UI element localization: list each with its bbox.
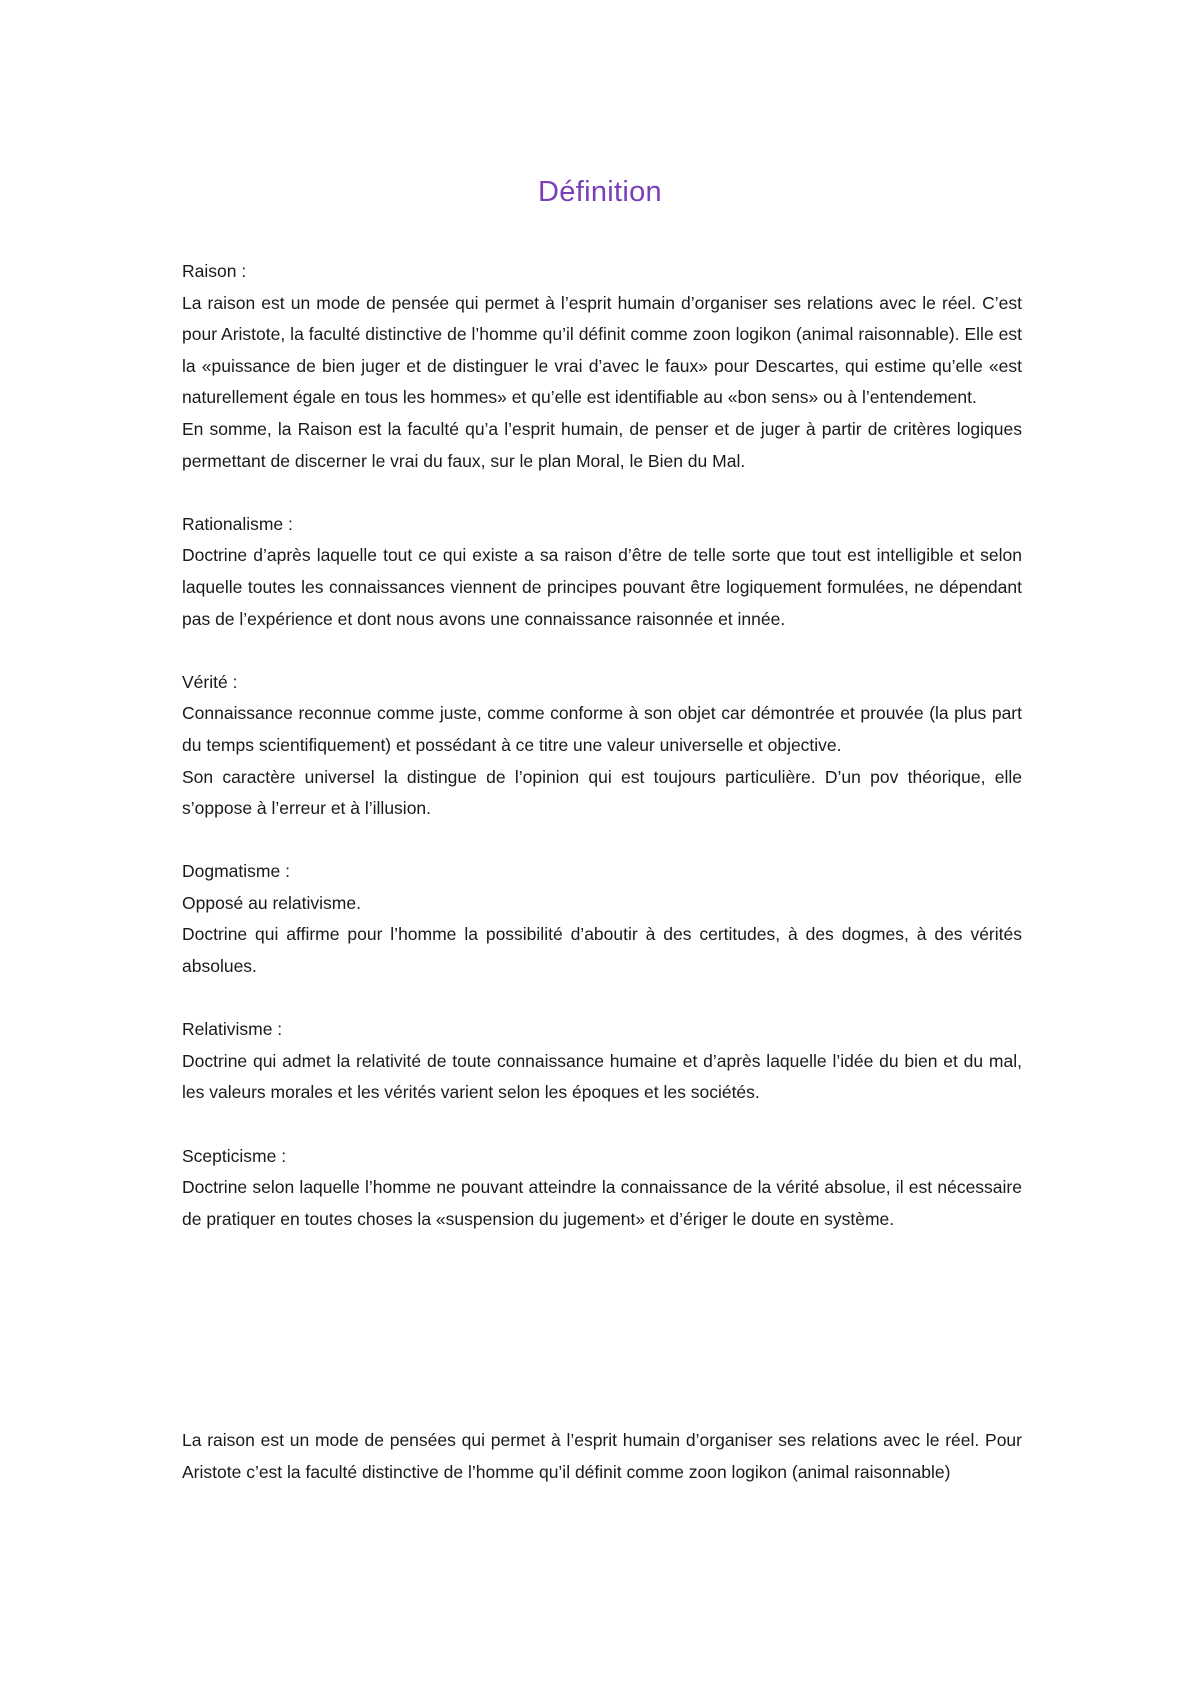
section-raison [182,256,1022,477]
section-verite [182,667,1022,825]
section-heading: Scepticisme : [182,1145,287,1166]
page-title: Définition [538,176,662,208]
section-heading: Vérité : [182,671,238,692]
section-paragraph: En somme, la Raison est la faculté qu’a l’esprit humain, de penser et de juger à partir de critères logiques permettant de discerner le vrai du faux, sur le plan Moral, le Bien du Mal. [182,418,1022,471]
document-body [182,256,1022,1267]
section-heading: Dogmatisme : [182,861,290,882]
section-paragraph: Son caractère universel la distingue de l’opinion qui est toujours particulière. D’un pov théorique, elle s’oppose à l’erreur et à l’illusion. [182,766,1022,819]
section-scepticisme [182,1141,1022,1236]
section-heading: Rationalisme : [182,513,293,534]
closing-paragraph: La raison est un mode de pensées qui permet à l’esprit humain d’organiser ses relations avec le réel. Pour Aristote c’est la faculté distinctive de l’homme qu’il définit comme zoon logikon (animal raisonnable) [182,1430,1022,1482]
section-heading: Raison : [182,261,247,281]
section-paragraph: Doctrine qui admet la relativité de toute connaissance humaine et d’après laquelle l’idée du bien et du mal, les valeurs morales et les vérités varient selon les époques et les sociétés. [182,1050,1022,1103]
section-paragraph: Opposé au relativisme. [182,892,361,913]
section-paragraph: Connaissance reconnue comme juste, comme conforme à son objet car démontrée et prouvée (la plus part du temps scientifiquement) et possédant à ce titre une valeur universelle et objective. [182,703,1022,755]
section-dogmatisme [182,856,1022,982]
section-paragraph: La raison est un mode de pensée qui permet à l’esprit humain d’organiser ses relations avec le réel. C’est pour Aristote, la faculté distinctive de l’homme qu’il définit comme zoon logikon (animal raisonnable). Elle est la «puissance de bien juger et de distinguer le vrai d’avec le faux» pour Descartes, qui estime qu’elle «est naturellement égale en tous les hommes» et qu’elle est identifiable au «bon sens» ou à l’entendement. [182,292,1022,408]
section-relativisme [182,1014,1022,1109]
section-paragraph: Doctrine d’après laquelle tout ce qui existe a sa raison d’être de telle sorte que tout est intelligible et selon laquelle toutes les connaissances viennent de principes pouvant être logiquement formulées, ne dépendant pas de l’expérience et dont nous avons une connaissance raisonnée et innée. [182,545,1022,629]
section-paragraph: Doctrine qui affirme pour l’homme la possibilité d’aboutir à des certitudes, à des dogmes, à des vérités absolues. [182,924,1022,977]
section-rationalisme [182,509,1022,635]
section-paragraph: Doctrine selon laquelle l’homme ne pouvant atteindre la connaissance de la vérité absolue, il est nécessaire de pratiquer en toutes choses la «suspension du jugement» et d’ériger le doute en système. [182,1177,1022,1229]
section-heading: Relativisme : [182,1019,283,1040]
